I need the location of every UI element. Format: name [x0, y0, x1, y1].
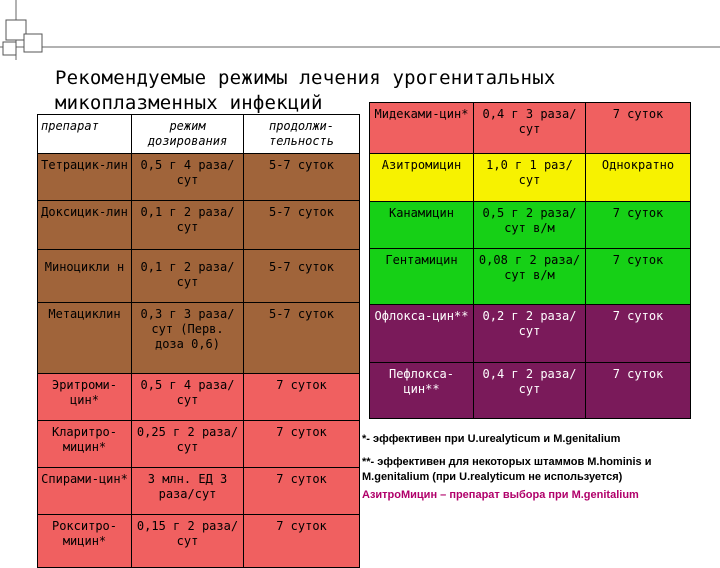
left-treatment-table [37, 114, 360, 568]
dose-cell: 0,08 г 2 раза/сут в/м [474, 249, 586, 305]
duration-cell: 7 суток [586, 103, 691, 154]
dose-cell: 0,3 г 3 раза/сут (Перв. доза 0,6) [132, 303, 244, 374]
table-row [38, 201, 360, 250]
drug-cell: Азитромицин [370, 154, 474, 202]
duration-cell: 5-7 суток [244, 250, 360, 303]
duration-cell: 5-7 суток [244, 154, 360, 201]
table-row [38, 515, 360, 568]
duration-cell: 7 суток [586, 363, 691, 419]
header-duration: продолжи-тельность [244, 115, 360, 154]
header-drug: препарат [38, 115, 132, 154]
duration-cell: 5-7 суток [244, 201, 360, 250]
table-row [38, 421, 360, 468]
drug-cell: Мидеками-цин* [370, 103, 474, 154]
drug-cell: Тетрацик-лин [38, 154, 132, 201]
dose-cell: 1,0 г 1 раз/сут [474, 154, 586, 202]
drug-cell: Эритроми-цин* [38, 374, 132, 421]
dose-cell: 0,15 г 2 раза/сут [132, 515, 244, 568]
dose-cell: 3 млн. ЕД 3 раза/сут [132, 468, 244, 515]
table-row [370, 363, 691, 419]
drug-cell: Миноцикли н [38, 250, 132, 303]
header-dose: режим дозирования [132, 115, 244, 154]
drug-cell: Офлокса-цин** [370, 305, 474, 363]
dose-cell: 0,25 г 2 раза/сут [132, 421, 244, 468]
drug-cell: Гентамицин [370, 249, 474, 305]
drug-cell: Пефлокса-цин** [370, 363, 474, 419]
slide-decoration [0, 0, 720, 60]
table-row [370, 305, 691, 363]
footnote-azithromycin: АзитроМицин – препарат выбора при M.genitalium [362, 489, 639, 501]
table-row [370, 249, 691, 305]
duration-cell: Однократно [586, 154, 691, 202]
drug-cell: Рокситро-мицин* [38, 515, 132, 568]
dose-cell: 0,1 г 2 раза/сут [132, 250, 244, 303]
duration-cell: 7 суток [244, 421, 360, 468]
dose-cell: 0,5 г 4 раза/сут [132, 154, 244, 201]
table-row [38, 303, 360, 374]
dose-cell: 0,2 г 2 раза/сут [474, 305, 586, 363]
drug-cell: Канамицин [370, 202, 474, 249]
drug-cell: Метациклин [38, 303, 132, 374]
duration-cell: 7 суток [244, 468, 360, 515]
footnote-double-asterisk: **- эффективен для некоторых штаммов M.hominis и M.genitalium (при U.realyticum не используется) [362, 456, 652, 483]
dose-cell: 0,4 г 2 раза/сут [474, 363, 586, 419]
drug-cell: Кларитро-мицин* [38, 421, 132, 468]
dose-cell: 0,5 г 4 раза/сут [132, 374, 244, 421]
table-row [370, 154, 691, 202]
slide-title [55, 66, 615, 116]
duration-cell: 7 суток [244, 515, 360, 568]
dose-cell: 0,1 г 2 раза/сут [132, 201, 244, 250]
dose-cell: 0,4 г 3 раза/сут [474, 103, 586, 154]
right-treatment-table [369, 102, 691, 419]
drug-cell: Доксицик-лин [38, 201, 132, 250]
table-row [38, 468, 360, 515]
duration-cell: 7 суток [586, 305, 691, 363]
title-line-2: микоплазменных инфекций [55, 92, 323, 114]
table-row [38, 374, 360, 421]
table-row [370, 202, 691, 249]
drug-cell: Спирами-цин* [38, 468, 132, 515]
table-row [38, 250, 360, 303]
table-header-row [38, 115, 360, 154]
dose-cell: 0,5 г 2 раза/сут в/м [474, 202, 586, 249]
table-row [38, 154, 360, 201]
duration-cell: 7 суток [586, 202, 691, 249]
duration-cell: 5-7 суток [244, 303, 360, 374]
duration-cell: 7 суток [586, 249, 691, 305]
title-line-1: Рекомендуемые режимы лечения урогенитальных [55, 67, 556, 89]
duration-cell: 7 суток [244, 374, 360, 421]
footnote-single-asterisk: *- эффективен при U.urealyticum и M.genitalium [362, 433, 621, 445]
